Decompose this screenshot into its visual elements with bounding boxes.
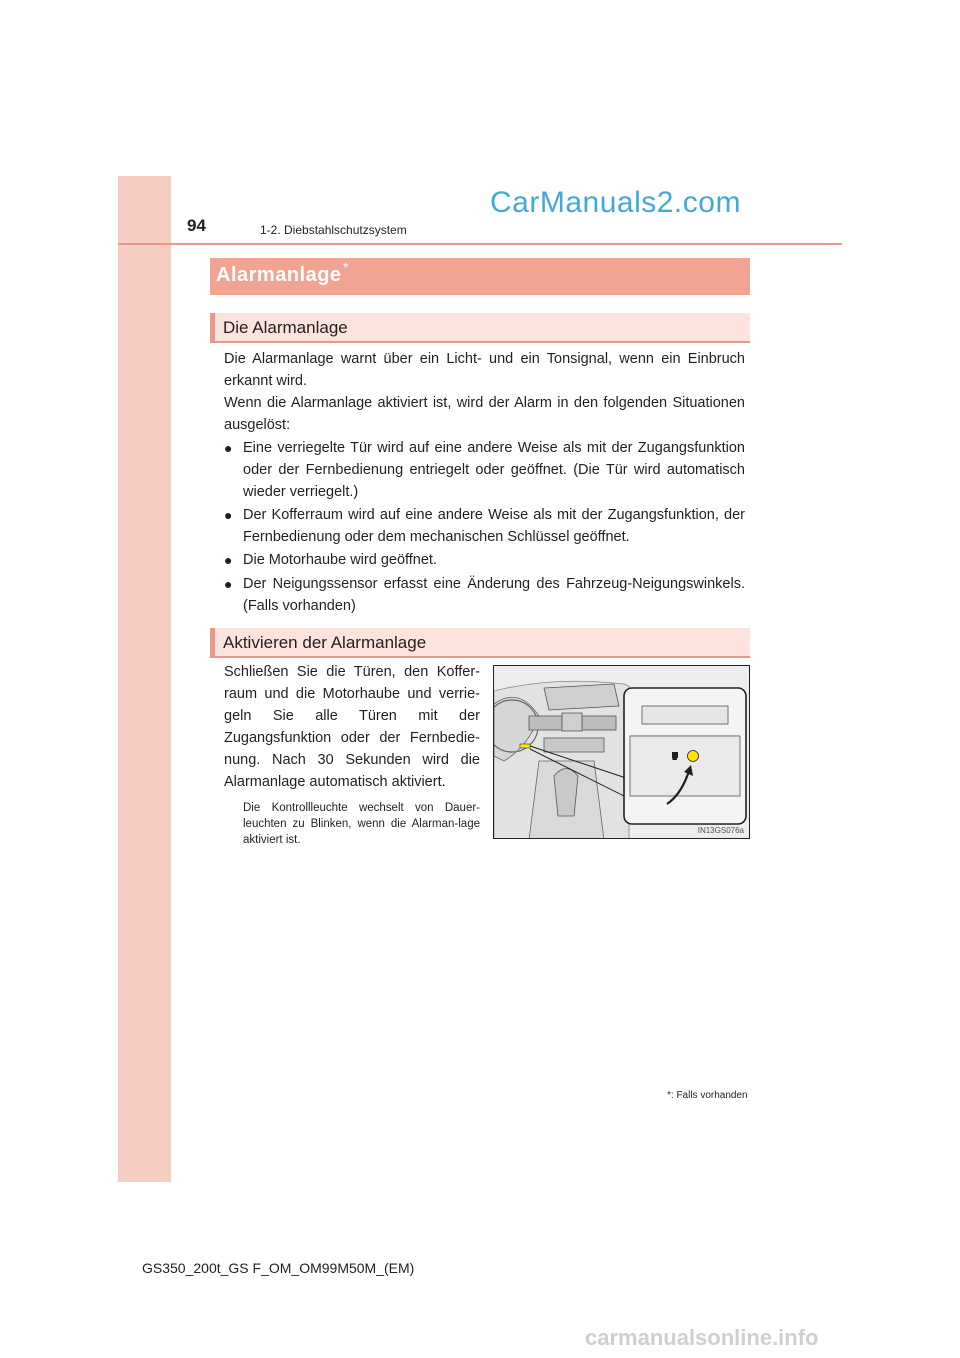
bullet-icon: ● bbox=[224, 576, 233, 592]
banner-accent bbox=[210, 628, 215, 656]
bullet-icon: ● bbox=[224, 440, 233, 456]
activation-paragraph: Schließen Sie die Türen, den Koffer-raum und die Motorhaube und verrie-geln Sie alle Türen mit der Zugangsfunktion oder der Fernbedie-nung. Nach 30 Sekunden wird die Alarmanlage automatisch aktiviert. bbox=[224, 664, 480, 790]
dashboard-illustration bbox=[494, 666, 750, 839]
bullet-icon: ● bbox=[224, 507, 233, 523]
indicator-note: Die Kontrollleuchte wechselt von Dauer-leuchten zu Blinken, wenn die Alarman-lage aktiviert ist. bbox=[243, 802, 480, 846]
subsection-banner-alarm bbox=[210, 313, 750, 343]
main-section-title: Alarmanlage bbox=[216, 264, 342, 286]
subsection-title-alarm: Die Alarmanlage bbox=[223, 318, 348, 337]
asterisk-icon: * bbox=[343, 259, 349, 275]
banner-accent bbox=[210, 313, 215, 341]
figure-code: IN13GS076a bbox=[697, 826, 744, 835]
model-code: GS350_200t_GS F_OM_OM99M50M_(EM) bbox=[142, 1260, 415, 1276]
watermark-top: CarManuals2.com bbox=[490, 186, 741, 219]
dashboard-figure bbox=[493, 665, 750, 839]
list-item-text: Der Neigungssensor erfasst eine Änderung des Fahrzeug-Neigungswinkels. (Falls vorhanden) bbox=[243, 576, 745, 614]
list-item-text: Die Motorhaube wird geöffnet. bbox=[243, 552, 437, 568]
header-rule bbox=[118, 243, 842, 245]
list-item bbox=[224, 437, 745, 503]
indicator-highlight bbox=[520, 744, 530, 748]
intro-paragraph-2: Wenn die Alarmanlage aktiviert ist, wird der Alarm in den folgenden Situationen ausgelöst: bbox=[224, 395, 745, 433]
bullet-icon: ● bbox=[224, 552, 233, 568]
page-number: 94 bbox=[187, 216, 206, 235]
list-item bbox=[224, 573, 745, 617]
list-item bbox=[224, 549, 745, 571]
list-item-text: Der Kofferraum wird auf eine andere Weise als mit der Zugangsfunktion, der Fernbedienung oder dem mechanischen Schlüssel geöffnet. bbox=[243, 507, 745, 545]
subsection-banner-activate bbox=[210, 628, 750, 658]
subsection-title-activate: Aktivieren der Alarmanlage bbox=[223, 633, 427, 652]
list-item bbox=[224, 504, 745, 548]
watermark-bottom: carmanualsonline.info bbox=[585, 1325, 819, 1350]
side-color-strip bbox=[118, 176, 171, 1182]
main-section-banner bbox=[210, 258, 750, 295]
list-item-text: Eine verriegelte Tür wird auf eine andere Weise als mit der Zugangsfunktion oder der Fernbedienung entriegelt oder geöffnet. (Die Tür wird automatisch wieder verriegelt.) bbox=[243, 440, 745, 500]
section-path: 1-2. Diebstahlschutzsystem bbox=[260, 223, 407, 237]
footnote: *: Falls vorhanden bbox=[667, 1090, 748, 1101]
security-indicator-light bbox=[688, 751, 699, 762]
intro-paragraph-1: Die Alarmanlage warnt über ein Licht- und ein Tonsignal, wenn ein Einbruch erkannt wird. bbox=[224, 351, 745, 389]
